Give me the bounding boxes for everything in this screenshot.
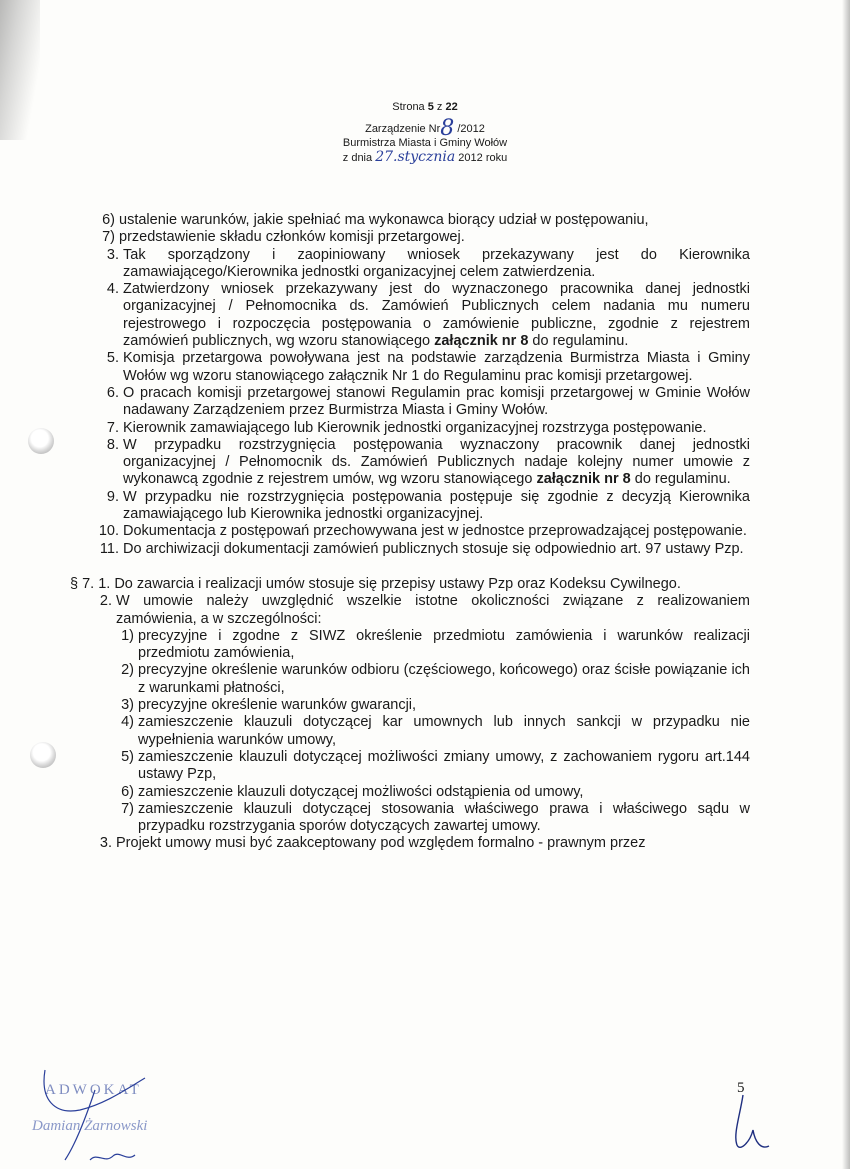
issuer: Burmistrza Miasta i Gminy Wołów (342, 137, 508, 149)
item-text: O pracach komisji przetargowej stanowi Regulamin prac komisji przetargowej w Gminie Wołów nadawany Zarządzeniem przez Burmistrza Miasta i Gminy Wołów. (123, 384, 750, 419)
order-prefix: Zarządzenie Nr (365, 123, 441, 135)
item-text: Komisja przetargowa powoływana jest na podstawie zarządzenia Burmistrza Miasta i Gminy Wołów wg wzoru stanowiącego załącznik Nr 1 do Regulaminu prac komisji przetargowej. (123, 350, 750, 384)
list-item (70, 420, 750, 437)
punch-hole (30, 742, 56, 768)
date-handwritten: 27.stycznia (375, 149, 456, 165)
paragraph-text: § 7. 1. Do zawarcia i realizacji umów stosuje się przepisy ustawy Pzp oraz Kodeksu Cywilnego. (70, 575, 681, 592)
sub-list-item (70, 662, 750, 697)
order-number-handwritten: 8 (440, 116, 455, 141)
item-text: precyzyjne określenie warunków gwarancji, (138, 697, 417, 714)
item-text: ustalenie warunków, jakie spełniać ma wykonawca biorący udział w postępowaniu, (119, 212, 649, 228)
initials-mark (725, 1090, 775, 1155)
item-bold-ref: załącznik nr 8 (536, 471, 631, 488)
item-number: 7) (102, 229, 115, 246)
item-text-after: do regulaminu. (528, 333, 629, 350)
item-number: 2) (121, 662, 134, 679)
page-counter (0, 100, 850, 114)
signature-mark (35, 1060, 175, 1169)
item-number: 4) (121, 714, 134, 731)
order-line (0, 116, 850, 141)
list-item (70, 523, 750, 540)
item-number: 7) (121, 800, 134, 817)
sub-list-item (70, 714, 750, 749)
list-item (70, 385, 750, 420)
stamp-name: Damian Żarnowski (32, 1118, 148, 1134)
stamp-title: ADWOKAT (45, 1082, 142, 1098)
item-text: Dokumentacja z postępowań przechowywana jest w jednostce przeprowadzającej postępowanie. (123, 523, 747, 540)
list-item (70, 281, 750, 350)
list-item (70, 541, 750, 558)
item-number: 5. (106, 350, 119, 367)
item-text: W przypadku rozstrzygnięcia postępowania wyznaczony pracownik danej jednostki organizacyjnej / Pełnomocnik ds. Zamówień Publicznych nadaje kolejny numer umowie z wykonawcą zgodnie z rejestrem umów, wg wzoru stanowiącego (123, 436, 750, 488)
item-text: Kierownik zamawiającego lub Kierownik jednostki organizacyjnej rozstrzyga postępowanie. (123, 419, 707, 436)
item-number: 11. (99, 540, 119, 557)
item-text: zamieszczenie klauzuli dotyczącej możliwości odstąpienia od umowy, (138, 783, 584, 800)
item-number: 10. (98, 523, 119, 540)
item-text: precyzyjne i zgodne z SIWZ określenie przedmiotu zamówienia i warunków realizacji przedmiotu zamówienia, (138, 627, 750, 662)
list-item (70, 350, 750, 385)
item-number: 3) (121, 697, 134, 714)
item-text-after: do regulaminu. (630, 471, 731, 488)
item-number: 3. (106, 246, 119, 263)
item-text: przedstawienie składu członków komisji przetargowej. (119, 229, 465, 246)
item-text: zamieszczenie klauzuli dotyczącej możliwości zmiany umowy, z zachowaniem rygoru art.144 ustawy Pzp, (138, 748, 750, 783)
paragraph-text: W umowie należy uwzględnić wszelkie istotne okoliczności związane z realizowaniem zamówienia, a w szczególności: (116, 593, 750, 627)
item-text: zamieszczenie klauzuli dotyczącej stosowania właściwego prawa i właściwego sądu w przypadku rozstrzygania sporów dotyczących zawartej umowy. (138, 800, 750, 835)
item-text: zamieszczenie klauzuli dotyczącej kar umownych lub innych sankcji w przypadku nie wypełnienia warunków umowy, (138, 714, 750, 748)
page-header (0, 100, 850, 165)
sub-list-item (70, 697, 750, 714)
document-body (70, 212, 750, 853)
list-item (70, 212, 750, 229)
section-7-paragraph-1 (70, 576, 750, 593)
page-number: 5 (737, 1080, 745, 1096)
order-suffix: /2012 (457, 123, 485, 135)
item-number: 6) (102, 212, 115, 228)
item-number: 5) (121, 748, 134, 765)
item-number: 3. (99, 835, 112, 852)
sub-list-item (70, 628, 750, 663)
section-7-paragraph-2 (70, 593, 750, 628)
section-7-paragraph-3 (70, 835, 750, 852)
item-number: 9. (106, 488, 119, 505)
item-number: 7. (106, 419, 119, 436)
list-item (70, 247, 750, 282)
item-text: Zatwierdzony wniosek przekazywany jest do wyznaczonego pracownika danej jednostki organizacyjnej / Pełnomocnika ds. Zamówień Publicznych celem nadania mu numeru rejestrowego i rozpoczęcia postępowania o zamówienie publiczne, zgodnie z rejestrem zamówień publicznych, wg wzoru stanowiącego (123, 281, 750, 350)
item-text: W przypadku nie rozstrzygnięcia postępowania postępuje się zgodnie z decyzją Kierownika zamawiającego lub Kierownika jednostki organizacyjnej. (123, 488, 750, 523)
paragraph-text: Projekt umowy musi być zaakceptowany pod względem formalno - prawnym przez (116, 835, 646, 852)
item-bold-ref: załącznik nr 8 (434, 333, 529, 350)
item-text: precyzyjne określenie warunków odbioru (częściowego, końcowego) oraz ścisłe powiązanie ich z warunkami płatności, (138, 662, 750, 696)
item-number: 2. (99, 593, 112, 610)
date-suffix: 2012 roku (458, 152, 508, 164)
item-text: Tak sporządzony i zaopiniowany wniosek przekazywany jest do Kierownika zamawiającego/Kierownika jednostki organizacyjnej celem zatwierdzenia. (123, 246, 750, 280)
page-total: 22 (445, 101, 458, 113)
page-prefix: Strona (392, 101, 428, 113)
page-of: z (433, 101, 446, 113)
item-number: 1) (121, 627, 134, 644)
item-number: 4. (106, 281, 119, 298)
page-current: 5 (427, 101, 434, 113)
sub-list-item (70, 784, 750, 801)
sub-list-item (70, 749, 750, 784)
punch-hole (28, 428, 54, 454)
list-item (70, 229, 750, 246)
item-number: 6. (106, 384, 119, 401)
item-number: 8. (106, 436, 119, 453)
list-item (70, 489, 750, 524)
date-prefix: z dnia (342, 152, 373, 164)
sub-list-item (70, 801, 750, 836)
date-line (0, 150, 850, 165)
item-number: 6) (121, 783, 134, 800)
scan-shadow-right (842, 0, 850, 1169)
item-text: Do archiwizacji dokumentacji zamówień publicznych stosuje się odpowiednio art. 97 ustawy Pzp. (123, 540, 744, 557)
list-item (70, 437, 750, 489)
